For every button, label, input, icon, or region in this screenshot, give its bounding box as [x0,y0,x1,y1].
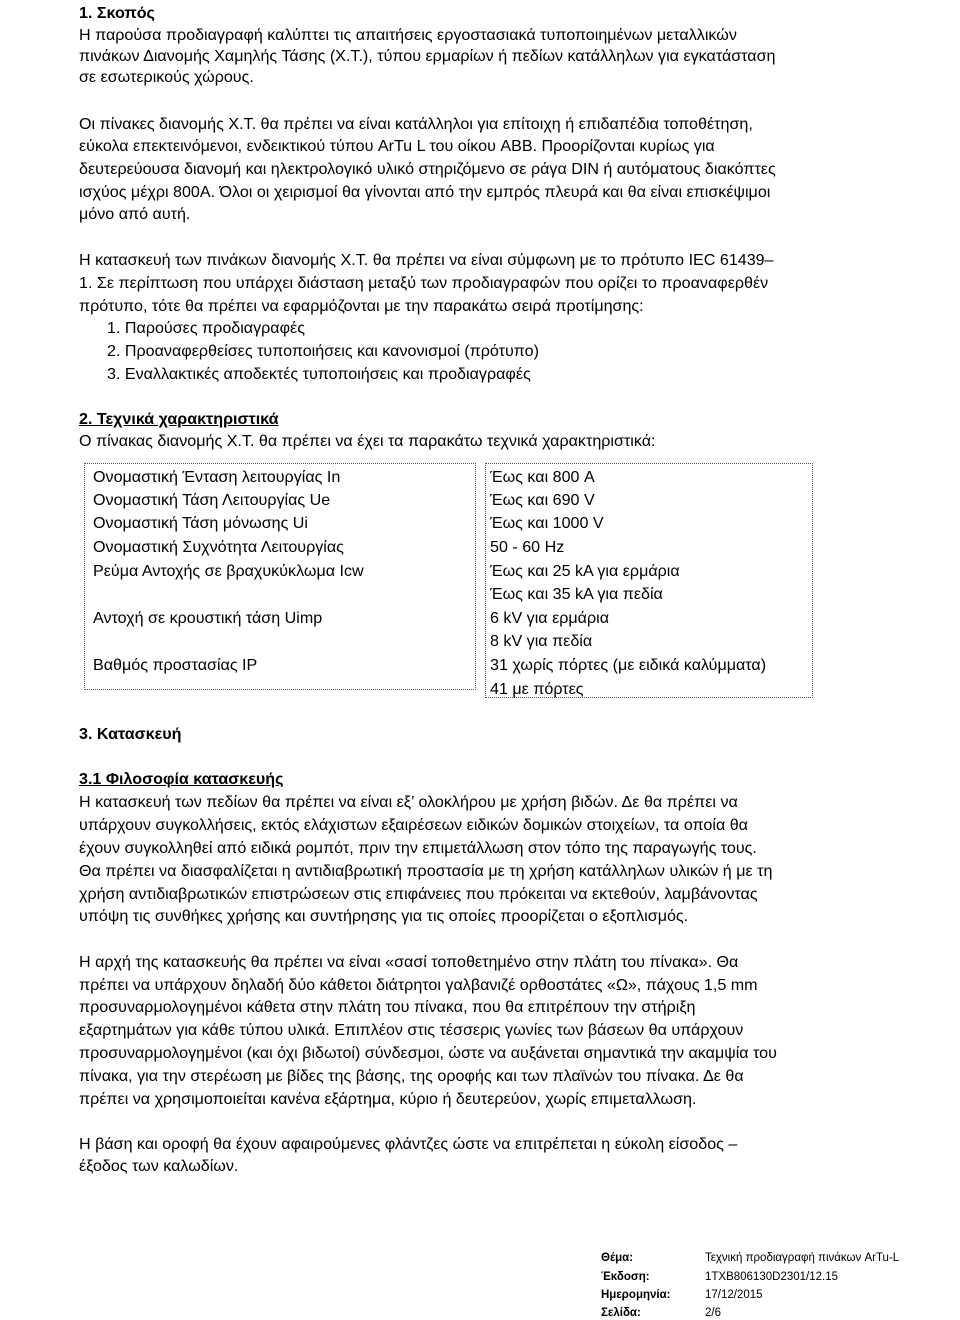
preference-list-item: 2. Προαναφερθείσες τυποποιήσεις και κανονισμοί (πρότυπο) [107,342,539,360]
s1-p2-line: εύκολα επεκτεινόμενοι, ενδεικτικού τύπου ArTu L του οίκου ABB. Προορίζονται κυρίως για [79,137,715,155]
footer-value: 17/12/2015 [705,1289,763,1301]
footer-label: Θέμα: [601,1252,634,1264]
spec-value: Έως και 1000 V [490,514,604,532]
footer-value: 1TXB806130D2301/12.15 [705,1271,838,1283]
s1-p2-line: δευτερεύουσα διανομή και ηλεκτρολογικό υλικό στηριζόμενο σε ράγα DIN ή αυτόματους διακόπτες [79,160,776,178]
section-3-heading: 3. Κατασκευή [79,725,182,743]
spec-value: 41 με πόρτες [490,680,584,698]
section-3-1-heading: 3.1 Φιλοσοφία κατασκευής [79,770,284,788]
s3-p3-line: Η βάση και οροφή θα έχουν αφαιρούμενες φλάντζες ώστε να επιτρέπεται η εύκολη είσοδος – [79,1135,738,1153]
s3-p2-line: Η αρχή της κατασκευής θα πρέπει να είναι «σασί τοποθετημένο στην πλάτη του πίνακα». Θα [79,953,739,971]
s3-p3-line: έξοδος των καλωδίων. [79,1157,239,1175]
spec-value: Έως και 690 V [490,491,595,509]
spec-value: 50 - 60 Hz [490,538,565,556]
footer-label: Σελίδα: [601,1307,641,1319]
s3-p2-line: εξαρτημάτων για κάθε τύπου υλικά. Επιπλέον στις τέσσερις γωνίες των βάσεων θα υπάρχουν [79,1021,744,1039]
s1-p2-line: Οι πίνακες διανομής Χ.Τ. θα πρέπει να είναι κατάλληλοι για επίτοιχη ή επιδαπέδια τοποθέτηση, [79,115,753,133]
s3-p2-line: πρέπει να υπάρχουν δηλαδή δύο κάθετοι διάτρητοι γαλβανιζέ ορθοστάτες «Ω», πάχους 1,5 mm [79,976,758,994]
preference-list-item: 3. Εναλλακτικές αποδεκτές τυποποιήσεις και προδιαγραφές [107,365,531,383]
footer-value: 2/6 [705,1307,721,1319]
s3-p2-line: προσυναρμολογημένοι κάθετα στην πλάτη του πίνακα, που θα επιτρέπουν την στήριξη [79,998,696,1016]
s1-p1-line: πινάκων Διανομής Χαμηλής Τάσης (Χ.Τ.), τύπου ερμαρίων ή πεδίων κατάλληλων για εγκατάσταση [79,47,776,65]
spec-value: Έως και 800 A [490,468,595,486]
spec-value: 31 χωρίς πόρτες (με ειδικά καλύμματα) [490,656,767,674]
spec-label: Ονομαστική Τάση μόνωσης Ui [93,514,309,532]
s3-p1-line: χρήση αντιδιαβρωτικών επιστρώσεων στις επιφάνειες που πρόκειται να εκτεθούν, λαμβάνοντας [79,885,758,903]
footer-value: Τεχνική προδιαγραφή πινάκων ArTu-L [705,1252,900,1264]
section-1-heading: 1. Σκοπός [79,4,155,22]
spec-label: Βαθμός προστασίας IP [93,656,258,674]
s1-p3-line: Η κατασκευή των πινάκων διανομής Χ.Τ. θα πρέπει να είναι σύμφωνη με το πρότυπο IEC 61439– [79,251,774,269]
spec-label: Ονομαστική Ένταση λειτουργίας In [93,468,341,486]
s3-p2-line: πρέπει να χρησιμοποιείται κανένα εξάρτημα, κύριο ή δευτερεύον, χωρίς επιμεταλλωση. [79,1090,697,1108]
s1-p1-line: Η παρούσα προδιαγραφή καλύπτει τις απαιτήσεις εργοστασιακά τυποποιημένων μεταλλικών [79,26,737,44]
s1-p2-line: ισχύος μέχρι 800Α. Όλοι οι χειρισμοί θα γίνονται από την εμπρός πλευρά και θα είναι επισκέψιμοι [79,183,771,201]
spec-label: Ρεύμα Αντοχής σε βραχυκύκλωμα Icw [93,562,364,580]
s1-p1-line: σε εσωτερικούς χώρους. [79,68,254,86]
spec-label: Ονομαστική Συχνότητα Λειτουργίας [93,538,344,556]
s3-p1-line: Η κατασκευή των πεδίων θα πρέπει να είναι εξ’ ολοκλήρου με χρήση βιδών. Δε θα πρέπει να [79,793,738,811]
s3-p1-line: Θα πρέπει να διασφαλίζεται η αντιδιαβρωτική προστασία με τη χρήση κατάλληλων υλικών ή με τη [79,862,773,880]
footer-label: Ημερομηνία: [601,1289,671,1301]
s1-p3-line: 1. Σε περίπτωση που υπάρχει διάσταση μεταξύ των προδιαγραφών που ορίζει το προαναφερθέν [79,274,769,292]
s3-p2-line: πίνακα, για την στερέωση με βίδες της βάσης, της οροφής και των πλαϊνών του πίνακα. Δε θα [79,1067,744,1085]
s3-p1-line: υπόψη τις συνθήκες χρήσης και συντήρησης για τις οποίες προορίζεται ο εξοπλισμός. [79,907,689,925]
s1-p3-line: πρότυπο, τότε θα πρέπει να εφαρμόζονται με την παρακάτω σειρά προτίμησης: [79,297,644,315]
spec-label: Ονομαστική Τάση Λειτουργίας Ue [93,491,331,509]
spec-value: 8 kV για πεδία [490,632,593,650]
s3-p1-line: υπάρχουν συγκολλήσεις, εκτός ελάχιστων εξαιρέσεων ειδικών δομικών στοιχείων, τα οποία θα [79,816,748,834]
section-2-heading: 2. Τεχνικά χαρακτηριστικά [79,410,279,428]
preference-list-item: 1. Παρούσες προδιαγραφές [107,319,305,337]
spec-value: 6 kV για ερμάρια [490,609,610,627]
footer-label: Έκδοση: [601,1271,650,1283]
s3-p1-line: έχουν συγκολληθεί από ειδικά ρομπότ, πριν την επιμετάλλωση στον τόπο της παραγωγής τους. [79,839,757,857]
section-2-intro: Ο πίνακας διανομής Χ.Τ. θα πρέπει να έχει τα παρακάτω τεχνικά χαρακτηριστικά: [79,432,656,450]
spec-label: Αντοχή σε κρουστική τάση Uimp [93,609,323,627]
s1-p2-line: μόνο από αυτή. [79,205,191,223]
spec-value: Έως και 35 kA για πεδία [490,585,663,603]
spec-value: Έως και 25 kA για ερμάρια [490,562,680,580]
s3-p2-line: προσυναρμολογημένοι (και όχι βιδωτοί) σύνδεσμοι, ώστε να αυξάνεται σημαντικά την ακαμψία του [79,1044,777,1062]
